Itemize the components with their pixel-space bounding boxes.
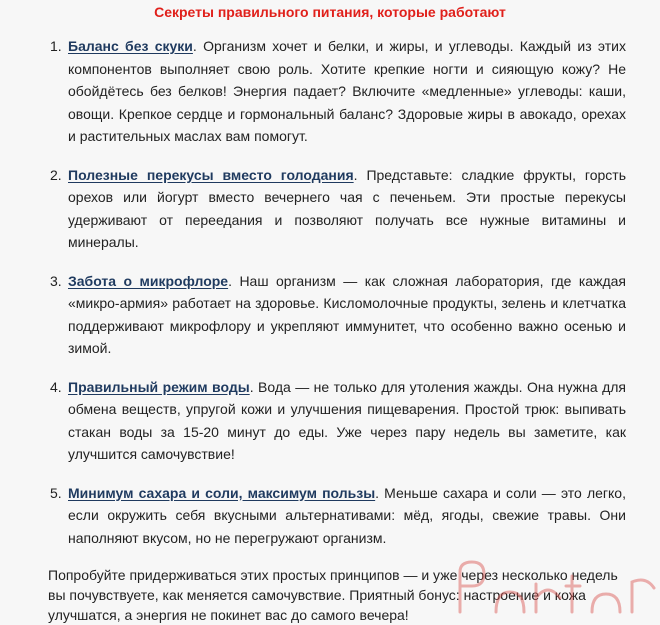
item-text: . Вода — не только для утоления жажды. Она нужна для обмена веществ, упругой кожи и улучшения пищеварения. Простой трюк: выпивать стакан воды за 15-20 минут до еды. Уже через пару недель вы заметите, как улучшится самочувствие! (68, 378, 626, 462)
item-text: . Наш организм — как сложная лаборатория, где каждая «микро-армия» работает на здоровье. Кисломолочные продукты, зелень и клетчатка поддерживают микрофлору и укрепляют иммунитет, что особенно важно осенью и зимой. (68, 272, 626, 356)
list-item (50, 164, 627, 254)
item-number: 5. (50, 484, 62, 501)
tips-list (0, 35, 660, 549)
item-number: 2. (50, 166, 62, 183)
item-text: . Меньше сахара и соли — это легко, если окружить себя вкусными альтернативами: мёд, ягоды, свежие травы. Они наполняют вкусом, но не перегружают организм. (68, 484, 626, 546)
list-item (50, 376, 626, 466)
item-heading: Баланс без скуки (68, 38, 193, 54)
article-title: Секреты правильного питания, которые работают (154, 4, 506, 20)
list-item (50, 270, 626, 360)
item-heading: Полезные перекусы вместо голодания (68, 166, 354, 183)
article-outro: Попробуйте придерживаться этих простых принципов — и уже через несколько недель вы почувствуете, как меняется самочувствие. Приятный бонус: настроение и кожа улучшатся, а энергия не покинет вас до самого вечера! (48, 567, 618, 623)
item-number: 1. (50, 38, 62, 54)
list-item (50, 482, 626, 550)
item-heading: Правильный режим воды (68, 378, 250, 395)
item-text: . Организм хочет и белки, и жиры, и углеводы. Каждый из этих компонентов выполняет свою роль. Хотите крепкие ногти и сияющую кожу? Не обойдётесь без белков! Энергия падает? Включите «медленные» углеводы: каши, овощи. Крепкое сердце и гормональный баланс? Здоровые жиры в авокадо, орехах и растительных маслах вам помогут. (68, 38, 626, 144)
item-number: 4. (50, 378, 62, 395)
item-heading: Минимум сахара и соли, максимум пользы (68, 484, 376, 501)
item-heading: Забота о микрофлоре (68, 272, 229, 289)
list-item (50, 35, 626, 148)
item-text: . Представьте: сладкие фрукты, горсть орехов или йогурт вместо вечернего чая с печеньем. Эти простые перекусы удерживают от переедания и позволяют получать все нужные витамины и минералы. (68, 166, 627, 250)
item-number: 3. (50, 272, 62, 289)
